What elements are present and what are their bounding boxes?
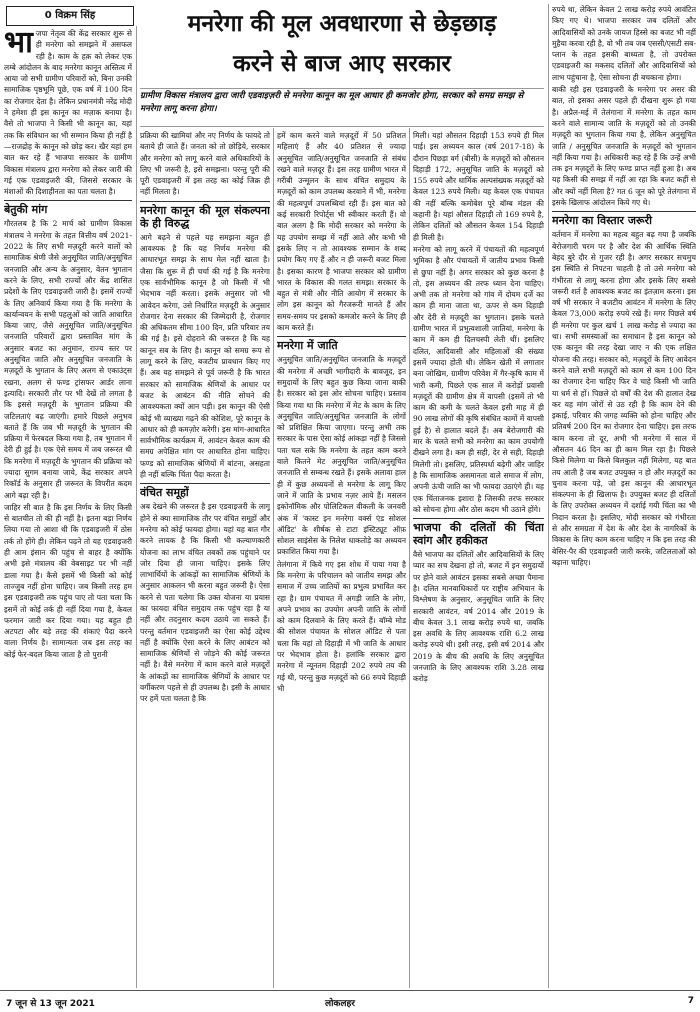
column-1-para-3: जाहिर सी बात है कि इस निर्णय के लिए किसी से बातचीत तो की ही नहीं है। इतना बड़ा निर्णय लिया गया तो आशा थी कि एडवाइजरी में ठोस तर्क तो होंगे ही। लेकिन पढ़ने तो यह एडवाइजरी ही आम इंसान की पहुंच से बाहर है क्योंकि अभी इसे मंत्रालय की वेबसाइट पर भी नहीं डाला गया है। कैसे इसमें भी किसी को कोई ताज्जुब नहीं होना चाहिए। जब किसी तरह हम इस एडवाइजरी तक पहुंच पाए तो पता चला कि इसमें तो कोई तर्क ही नहीं दिया गया है, केवल फरमान जारी कर दिया गया। यह बहुत ही अटपटा और बड़े तरह की शंकाएं पैदा करने वाला निर्णय है। सामान्यतः जब इस तरह का कोई फेर-बदल किया जाता है तो पुरानी	[4, 502, 132, 659]
column-5	[552, 4, 696, 986]
footer-publication: लोकलहर	[325, 999, 355, 1009]
column-2-para-3: अब देखने की जरूरत है इस एडवाइजरी के लागू होने से क्या सामाजिक तौर पर वंचित समूहों और मनरेगा को कोई फायदा होगा। यहां यह बात गौर करने लायक है कि किसी भी कल्याणकारी योजना का लाभ वंचित तबकों तक पहुंचाने पर जोर दिया ही जाना चाहिए। इसके लिए लाभार्थियों के आंकड़ों का सामाजिक श्रेणियों के अनुसार आकलन भी करना बहुत जरूरी है। ऐसा करने से पता चलेगा कि उक्त योजना या प्रयास का फायदा वंचित समुदाय तक पहुंच रहा है या नहीं और तदनुसार कदम उठाये जा सकते हैं। परन्तु वर्तमान एडवाइजरी का ऐसा कोई उद्देश्य नहीं है क्योंकि ऐसा करने के लिए आबंटन को सामाजिक श्रेणियों से जोड़ने की कोई जरूरत नहीं है। वैसे मनरेगा में काम करने वाले मज़दूरों के आंकड़ों का सामाजिक श्रेणियों के आधार पर वर्गीकरण पहले से ही उपलब्ध है। इसी के आधार पर हमें पता चलता है कि	[140, 502, 270, 704]
column-3-para-1: हमें काम करने वाले मज़दूरों में 50 प्रतिशत महिलाएं हैं और 40 प्रतिशत से ज्यादा अनुसूचित जाति/अनुसूचित जनजाति से संबंध रखने वाले मज़दूर हैं। इस तरह ग्रामीण भारत में गरीबी उन्मूलन के साथ वंचित समुदाय के मज़दूरों को काम उपलब्ध करवाने में भी, मनरेगा की महत्वपूर्ण उपलब्धियां रही हैं। इस बात को कई सरकारी रिपोर्ट्स भी स्वीकार करती हैं। वो बात अलग है कि मोदी सरकार को मनरेगा के यह उपयोग समझ में नहीं आते और कभी भी इसके लिए न तो आवश्यक सम्मान के शब्द प्रयोग किए गए हैं और न ही जरूरी बजट मिला है। इसका कारण है भाजपा सरकार को ग्रामीण भारत के विकास की गलत समझ। सरकार के बहुत से मंत्री और नीति आयोग में सरकार के लोग इस कानून को गैरजरूरी मानते हैं और समय-समय पर इसको कमजोर करने के लिए ही काम करते हैं।	[277, 131, 406, 333]
column-4-para-3: वैसे भाजपा का दलितों और आदिवासियों के लिए प्यार का सच देखना हो तो, बजट में इन समुदायों पर होने वाले आवंटन इसका सबसे अच्छा पैमाना है। दलित मानवाधिकारों पर राष्ट्रीय अभियान के विश्लेषण के अनुसार, अनुसूचित जाति के लिए सरकारी आवंटन, वर्ष 2014 और 2019 के बीच केवल 3.1 लाख करोड़ रुपये था, जबकि इस अवधि के लिए आवश्यक राशि 6.2 लाख करोड़ रुपये थी। इसी तरह, इसी वर्ष 2014 और 2019 के बीच की अवधि के लिए अनुसूचित जनजाति के लिए आवश्यक राशि 3.28 लाख करोड़	[413, 550, 544, 684]
column-2-para-1: प्रक्रिया की खामियां और नए निर्णय के फायदे तो बताये ही जाते हैं। जनता को तो छोड़िये, सरकार और मनरेगा को लागू करने वाले अधिकारियों के लिए भी जरूरी है, इसे समझना। परन्तु पूरी की पूरी एडवाइजरी में इस तरह का कोई जिक्र ही नहीं मिलता है।	[140, 131, 270, 197]
column-2-para-2: आगे बढ़ने से पहले यह समझना बहुत ही आवश्यक है कि यह निर्णय मनरेगा की आधारभूत समझ के साथ मेल नहीं खाता है। जैसा कि शुरू में ही चर्चा की गई है कि मनरेगा एक सार्वभौमिक कानून है जो किसी में भी भेदभाव नहीं करता। इसके अनुसार जो भी आवेदन करेगा, उसे निर्धारित मज़दूरी के अनुसार रोजगार देना सरकार की जिम्मेदारी है, रोजगार की अधिकतम सीमा 100 दिन, प्रति परिवार तय की गई है। इसे दोहराने की जरूरत है कि यह कानून सब के लिए है। कानून को समग्र रूप से लागू करने के लिए, बजटीय प्रावधान किए गए हैं। अब यह समझने से पूर्व जरूरी है कि भारत सरकार को सामाजिक श्रेणियों के आधार पर बजट के आबंटन की नीति सोचने की आवश्यकता क्यों आन पड़ी। इस कानून की ऐसी कोई भी व्याख्या गढ़ने की कोशिश, पूरे कानून के आधार को ही कमज़ोर करेगी। इस मांग-आधारित सार्वभौमिक कार्यक्रम में, आवंटन केवल काम की समग्र अपेक्षित मांग पर आधारित होना चाहिए। फण्ड को सामाजिक श्रेणियों में बांटना, असहता ही नहीं बल्कि चिंता पैदा करता है।	[140, 232, 270, 480]
column-3-para-3: तेलंगाना में किये गए इस शोध में पाया गया है कि मनरेगा के परिचालन को जातीय समझ और समाज में उच्च जातियों का प्रभुत्व प्रभावित कर रहा है। ग्राम पंचायत में अगड़ी जाति के लोग, अपने प्रभाव का उपयोग अपनी जाति के लोगों को काम दिलवाने के लिए करते हैं। बॉम्बे मोड की सोशल पंचायत के सोशल ऑडिट से पता चला कि यहां तो दिहाड़ी में भी जाति के आधार पर भेदभाव होता है। हलांकि सरकार द्वारा मनरेगा में न्यूनतम दिहाड़ी 202 रुपये तय की गई थी, परन्तु कुछ मज़दूरों को 66 रुपये दिहाड़ी भी	[277, 559, 406, 693]
column-4-para-1: मिली। यहां औसतन दिहाड़ी 153 रुपये ही मिल पाई। इस अध्ययन काल (वर्ष 2017-18) के दौरान पिछड़ा वर्ग (बीसी) के मज़दूरों को औसतन दिहाड़ी 172, अनुसूचित जाति के मज़दूरों को 155 रुपये और धार्मिक अल्पसंख्यक मज़दूरों को केवल 123 रुपये मिली। यह केवल एक पंचायत की नहीं बल्कि कमोबेश पूरे बॉम्ब मंडल की कहानी है। यहां औसत दिहाड़ी तो 169 रुपये है, लेकिन दलितों को औसतन केवल 154 दिहाड़ी ही मिली है।	[413, 131, 544, 242]
deck: ग्रामीण विकास मंत्रालय द्वारा जारी एडवाइज़री से मनरेगा कानून का मूल आधार ही कमजोर होगा, सरकार को समग्र समझ से मनरेगा लागू करना होगा।	[140, 91, 524, 114]
column-5-para-1: रुपये था, लेकिन केवल 2 लाख करोड़ रुपये आवंटित किए गए थे। भाजपा सरकार जब दलितों और आदिवासियों को उनके जायज हिस्से का बजट भी नहीं मुहैया करवा रही है, वो भी तब जब एससी/एसटी सब-प्लान के तहत इसकी बाध्यता है, तो उपरोक्त एडवाइजरी का मकसद दलितों और आदिवासियों को लाभ पहुंचाना है, ऐसा सोचना ही बचकाना होगा।	[552, 5, 696, 82]
column-5-para-2: बाकी रही इस एडवाइजरी के मनरेगा पर असर की बात, तो इसका असर पहले ही दीखना शुरू हो गया है। अप्रैल-मई में तेलंगाना में मनरेगा के तहत काम करने वाले सामान्य जाति के मज़दूरों को तो उनकी मज़दूरी का भुगतान किया गया है, लेकिन अनुसूचित जाति / अनुसूचित जनजाति के मज़दूरों को भुगतान नहीं किया गया है। अधिकारी कह रहे हैं कि उन्हें अभी तक इन मज़दूरों के लिए फण्ड प्राप्त नहीं हुआ है। अब यह किसी की समझ में नहीं आ रहा कि बजट कहीं से और क्यों नहीं मिला है? गत 6 जून को पूरे तेलंगाना में इसके खिलाफ आंदोलन किये गए थे।	[552, 85, 696, 208]
subhead-bhajpa-dalit-chinta: भाजपा की दलितों की चिंता स्वांग और हकीकत	[413, 518, 544, 547]
page-footer	[0, 990, 700, 1012]
column-5-para-3: वर्तमान में मनरेगा का महत्व बहुत बढ़ गया है जबकि बेरोजगारी चरम पर है और देश की आर्थिक स्थिति बेहद बुरे दौर से गुजर रही है। अगर सरकार सचमुच इस स्थिति से निपटना चाहती है तो उसे मनरेगा को गंभीरता से लागू करना होगा और इसके लिए सबसे जरूरी शर्त है आवश्यक बजट का इंतज़ाम करना। इस वर्ष भी सरकार ने बजटीय आवंटन में मनरेगा के लिए केवल 73,000 करोड़ रुपये रखे हैं। मगर पिछले वर्ष ही मनरेगा पर कुल खर्च 1 लाख करोड़ से ज्यादा का था। सभी समस्याओं का समाधान है इस कानून को एक कानून की तरह देखा जाए न की एक लक्षित योजना की तरह। सरकार को, मज़दूरों के लिए आवेदन करने वाले सभी मज़दूरों को काम से कम 100 दिन का रोजगार देना चाहिए फिर वे चाहे किसी भी जाति या धर्म से हों। पिछले दो वर्षों की देश की हालात देख कर यह मांग जोरों से उठ रही है कि काम देने की इकाई, परिवार की जगह व्यक्ति को होना चाहिए और प्रतिवर्ष 200 दिन का रोजगार देना चाहिए। इस तरफ काम करना तो दूर, अभी भी मनरेगा में साल में औसतन 46 दिन का ही काम मिल रहा है। पिछले किसे मिलेगा या किसे बिलकुल नहीं मिलेगा, यह बात तय आती है जब बजट उपयुक्त न हो और मज़दूरों का चुनाव करना पड़े, जो इस कानून की आधारभूत संकल्पना के ही खिलाफ है। उपयुक्त बजट ही दलितों के लिए उपरोक्त अध्ययन में दर्शाई गयी चिंता का भी निदान करता है। इसलिए, मोदी सरकार को गंभीरता से और समग्रता में देश के और देश के नागरिकों के विकास के लिए काम करना चाहिए न कि इस तरह की बेसिर-पैर की एडवाइजरी जारी करके, जटिलताओं को बढ़ाना चाहिए।	[552, 230, 696, 567]
column-3	[277, 130, 406, 986]
headline-line-1: मनरेगा की मूल अवधारणा से छेड़छाड़	[187, 10, 497, 37]
column-1-para-2: गौरतलब है कि 2 मार्च को ग्रामीण विकास मंत्रालय ने मनरेगा के तहत वित्तीय वर्ष 2021-2022 के लिए सभी मज़दूरी करने वालों को सामाजिक श्रेणी जैसे अनुसूचित जाति/अनुसूचित जनजाति और अन्य के अनुसार, वेतन भुगतान करने के लिए, सभी राज्यों और केंद्र शासित प्रदेशों के लिए एडवाइजरी जारी है। इसमें राज्यों के लिए अनिवार्य किया गया है कि मनरेगा के कार्यान्वयन के सभी पहलुओं को जाति आधारित किया जाए, जैसे अनुसूचित जाति/अनुसूचित जनजाति परिवारों द्वारा प्रस्तावित मांग के अनुसार बजट का अनुमान, राज्य स्तर पर अनुसूचित जाति और अनुसूचित जनजाति के मज़दूरों के भुगतान के लिए अलग से एकाउंट्स रखना, अलग से फण्ड ट्रांसफर आर्डर लाना इत्यादि। सरकारी तौर पर भी देखें तो लगता है कि इससे मज़दूरी के भुगतान प्रक्रिया की जटिलताएं बढ़ जाएंगी। हमारे पिछले अनुभव बताते हैं कि जब भी मज़दूरी के भुगतान की प्रक्रिया में फेरबदल किया गया है, तब भुगतान में देरी ही हुई है। एक ऐसे समय में जब जरूरत थी कि मनरेगा में मज़दूरी के भुगतान की प्रक्रिया को ज्यादा सुगम बनाया जाये, केंद्र सरकार अपने रिकॉर्ड के अनुसार ही जरूरत के विपरीत कदम आगे बढ़ा रही है।	[4, 219, 132, 500]
deck-divider	[140, 126, 544, 127]
headline	[140, 4, 544, 84]
column-4	[413, 130, 544, 986]
headline-divider	[140, 88, 544, 89]
subhead-mool-sankalpana: मनरेगा कानून की मूल संकल्पना के ही विरुद्ध	[140, 201, 270, 230]
column-4-para-2: मनरेगा को लागू करने में पंचायतों की महत्वपूर्ण भूमिका है और पंचायतों में जातीय प्रभाव किसी से छुपा नहीं है। अगर सरकार को कुछ करना है तो, इस अध्ययन की तरफ ध्यान देना चाहिए। अभी तक तो मनरेगा को गांव में दोयम दर्जे का काम ही माना जाता था, ऊपर से कम दिहाड़ी और देरी से मज़दूरी का भुगतान। इसके चलते ग्रामीण भारत में प्रभुत्वशाली जातियां, मनरेगा के काम में कम ही दिलचस्पी लेती थीं। इसलिए दलित, आदिवासी और महिलाओं की संख्या इसमें ज्यादा होती थी। लेकिन खेती में लगातार बना जोखिम, ग्रामीण परिवेश में गैर-कृषि काम में भारी कमी, पिछले एक साल में करोड़ों प्रवासी मज़दूरों की ग्रामीण क्षेत्र में वापसी (इसमें तो भी काम की कमी के चलते केवल इसी माह में ही 90 लाख लोगों की कृषि संबंधित कामों में वापसी हुई है) से हालात बदले हैं। अब बेरोजगारी की मार के चलते सभी को मनरेगा का काम उपयोगी दीखने लगा है। कम ही सही, देर से सही, दिहाड़ी मिलेगी तो। इसलिए, प्रतिस्पर्धा बढ़ेगी और जाहिर है कि सामाजिक असमानता वाले समाज में लोग, अपनी ऊंची जाति का भी फायदा उठाएंगे ही। यह एक चिंताजनक इशारा है जिसकी तरफ सरकार को सोचना होगा और ठोस कदम भी उठाने होंगे।	[413, 244, 544, 514]
headline-line-2: करने से बाज आए सरकार	[233, 50, 451, 77]
column-1-para-1: भाजपा नेतृत्व की केंद्र सरकार शुरू से ही मनरेगा को समझने में असफल रही है। काम के हक़ को लेकर एक लम्बे आंदोलन के बाद मनरेगा कानून अस्तित्व में आया जो सभी ग्रामीण परिवारों को, बिना उनकी सामाजिक पृष्ठभूमि पूछे, एक वर्ष में 100 दिन का रोजगार देता है। लेकिन प्रधानमंत्री नरेंद्र मोदी ने हमेशा ही इस कानून का मज़ाक बनाया है। वैसे तो भाजपा ने किसी भी कानून का, यहां तक कि संविधान का भी सम्मान किया ही नहीं है—राजद्रोह के कानून को छोड़ कर। खैर यहां हम बात कर रहे हैं भाजपा सरकार के ग्रामीण विकास मंत्रालय द्वारा मनरेगा को लेकर जारी की गई एक एडवाइजरी की, जिससे सरकार के मंशाओं की दिशाहीनता का पता चलता है।	[4, 28, 132, 197]
subhead-betuki-maang: बेतुकी मांग	[4, 200, 132, 216]
subhead-manrega-mein-jaati: मनरेगा में जाति	[277, 336, 406, 352]
column-3-para-2: अनुसूचित जाति/अनुसूचित जनजाति के मज़दूरों की मनरेगा में अच्छी भागीदारी के बावजूद, इन समुदायों के लिए बहुत कुछ किया जाना बाकी है। सरकार को इस ओर सोचना चाहिए। प्रस्ताव किया गया था कि मनरेगा में मेट के काम के लिए अनुसूचित जाति/अनुसूचित जनजाति के लोगों को प्रशिक्षित किया जाएगा। परन्तु अभी तक सरकार के पास ऐसा कोई आंकड़ा नहीं है जिससे पता चल सके कि मनरेगा के तहत काम करने वाले कितने मेट अनुसूचित जाति/अनुसूचित जनजाति से सम्बन्ध रखते हैं। इसके अलावा हाल ही में कुछ अध्ययनों से मनरेगा के लागू किए जाने में जाति के प्रभाव नज़र आये हैं। मसलन इकोनॉमिक और पोलिटिकल वीकली के जनवरी अंक में 'कास्ट इन मनरेगा वर्क्स एंड सोशल ऑडिट' के शीर्षक से टाटा इंस्टिट्यूट ऑफ़ सोशल साइंसेस के निलेश धाकतोड़े का अध्ययन प्रकाशित किया गया है।	[277, 355, 406, 557]
column-rule-3	[409, 128, 410, 988]
subhead-manrega-vistar: मनरेगा का विस्तार जरूरी	[552, 211, 696, 227]
column-rule-1	[136, 26, 137, 988]
author-byline: 0 विक्रम सिंह	[6, 6, 134, 26]
column-1	[4, 28, 132, 986]
footer-date: 7 जून से 13 जून 2021	[6, 999, 95, 1009]
column-rule-2	[273, 128, 274, 988]
subhead-vanchit-samooh: वंचित समूहों	[140, 483, 270, 499]
column-2	[140, 130, 270, 986]
dropcap: भा	[4, 28, 33, 60]
column-rule-4	[548, 4, 549, 988]
footer-page-number: 7	[687, 996, 694, 1006]
